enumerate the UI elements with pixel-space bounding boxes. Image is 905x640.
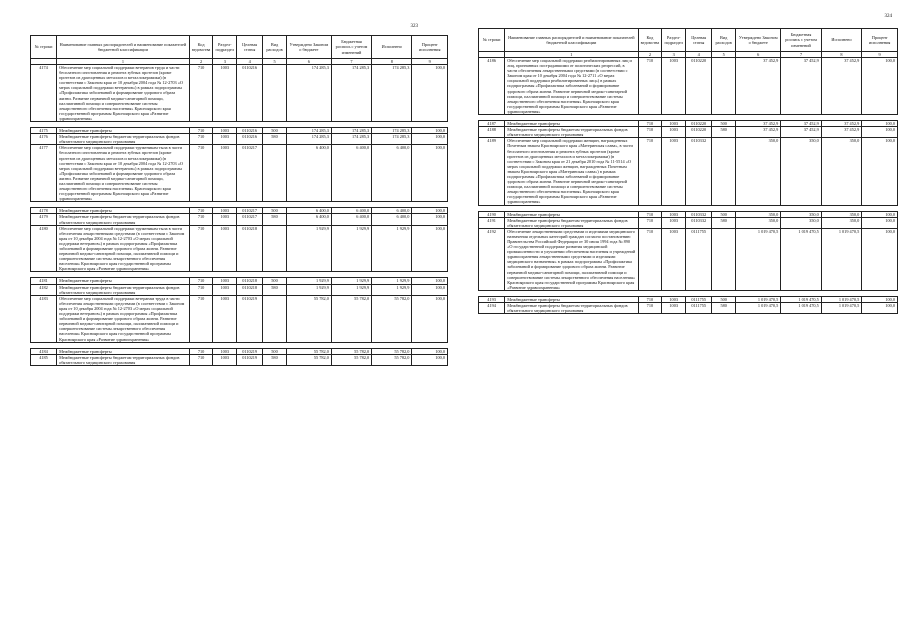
column-header-cs: Целевая статья xyxy=(686,29,712,52)
cell-isp: 37 452,9 xyxy=(821,58,861,115)
cell-kvsr: 710 xyxy=(189,214,213,225)
cell-desc: Межбюджетные трансферты бюджетам территориальных фондов обязательного медицинского страхования xyxy=(505,303,638,314)
cell-rz: 1003 xyxy=(213,284,237,295)
cell-n: 4194 xyxy=(479,303,505,314)
page-right xyxy=(478,0,898,640)
cell-cs: 0110216 xyxy=(237,128,263,134)
cell-isp: 55 782,0 xyxy=(372,295,412,342)
budget-table xyxy=(478,28,898,314)
cell-budget: 6 400,0 xyxy=(286,214,331,225)
column-header-rosp: Бюджетная роспись с учетом изменений xyxy=(331,36,371,59)
index-cell: 7 xyxy=(331,59,371,65)
cell-desc: Обеспечение мер социальной поддержки ветеранов труда и части бесплатного изготовления и ремонта зубных протезов (кроме протезов из драгоценных металлов и металлокерамики) (в соответствии с Законом края от 10 декабря 2004 года № 12-2703 «О мерах социальной поддержки ветеранов») в рамках подпрограммы «Профилактика заболеваний и формирование здорового образа жизни. Развитие первичной медико-санитарной помощи, паллиативной помощи и совершенствование системы лекарственного обеспечения населения» Красноярского края государственной программы Красноярского края «Развитие здравоохранения» xyxy=(57,65,190,122)
cell-isp: 6 400,0 xyxy=(372,214,412,225)
cell-rz: 1003 xyxy=(213,295,237,342)
column-header-rz: Раздел-подраздел xyxy=(213,36,237,59)
column-header-kvsr: Код ведомства xyxy=(638,29,662,52)
cell-pct: 100,0 xyxy=(862,121,898,127)
cell-rz: 1003 xyxy=(662,121,686,127)
table-row xyxy=(31,284,448,295)
cell-pct: 100,0 xyxy=(412,65,448,122)
column-header-desc: Наименование главных распорядителей и наименование показателей бюджетной классификации xyxy=(57,36,190,59)
index-cell: 2 xyxy=(189,59,213,65)
table-row xyxy=(479,217,898,228)
cell-cs: 0110218 xyxy=(237,284,263,295)
cell-vr: 580 xyxy=(712,217,736,228)
cell-isp: 1 929,9 xyxy=(372,225,412,272)
cell-rz: 1003 xyxy=(662,211,686,217)
cell-budget: 55 782,0 xyxy=(286,348,331,354)
cell-budget: 174 285,3 xyxy=(286,65,331,122)
index-cell: 8 xyxy=(372,59,412,65)
cell-n: 4190 xyxy=(479,211,505,217)
cell-rosp: 6 400,0 xyxy=(331,208,371,214)
cell-cs: 0110332 xyxy=(686,217,712,228)
cell-kvsr: 710 xyxy=(638,121,662,127)
cell-rz: 1003 xyxy=(213,134,237,145)
cell-rosp: 1 929,9 xyxy=(331,284,371,295)
cell-isp: 350,0 xyxy=(821,217,861,228)
cell-n: 4176 xyxy=(31,134,57,145)
cell-budget: 55 782,0 xyxy=(286,295,331,342)
column-header-pct: Процент исполнения xyxy=(412,36,448,59)
index-cell: 6 xyxy=(736,52,781,58)
cell-pct: 100,0 xyxy=(862,228,898,290)
cell-rosp: 1 019 470,5 xyxy=(781,303,821,314)
cell-vr xyxy=(712,58,736,115)
index-cell: 1 xyxy=(57,59,190,65)
cell-budget: 37 452,9 xyxy=(736,121,781,127)
cell-cs: 0110219 xyxy=(237,348,263,354)
cell-n: 4179 xyxy=(31,214,57,225)
cell-isp: 174 285,3 xyxy=(372,134,412,145)
table-row xyxy=(479,127,898,138)
index-cell: 8 xyxy=(821,52,861,58)
cell-rz: 1003 xyxy=(213,278,237,284)
cell-rosp: 350,0 xyxy=(781,138,821,205)
cell-desc: Межбюджетные трансферты бюджетам территориальных фондов обязательного медицинского страхования xyxy=(57,134,190,145)
cell-pct: 100,0 xyxy=(862,296,898,302)
table-row xyxy=(479,228,898,290)
column-header-desc: Наименование главных распорядителей и наименование показателей бюджетной классификации xyxy=(505,29,638,52)
cell-n: 4193 xyxy=(479,296,505,302)
cell-budget: 55 782,0 xyxy=(286,354,331,365)
cell-kvsr: 710 xyxy=(638,138,662,205)
column-header-n: № строки xyxy=(31,36,57,59)
cell-n: 4178 xyxy=(31,208,57,214)
cell-isp: 1 929,9 xyxy=(372,278,412,284)
cell-desc: Межбюджетные трансферты xyxy=(57,128,190,134)
cell-n: 4177 xyxy=(31,145,57,202)
cell-vr: 580 xyxy=(263,354,287,365)
index-cell: 1 xyxy=(505,52,638,58)
cell-vr: 580 xyxy=(263,134,287,145)
column-header-rz: Раздел-подраздел xyxy=(662,29,686,52)
cell-budget: 1 019 470,5 xyxy=(736,228,781,290)
cell-budget: 6 400,0 xyxy=(286,208,331,214)
cell-vr xyxy=(263,65,287,122)
cell-budget: 37 452,9 xyxy=(736,58,781,115)
cell-pct: 100,0 xyxy=(412,278,448,284)
cell-n: 4175 xyxy=(31,128,57,134)
index-cell: 9 xyxy=(412,59,448,65)
cell-rosp: 1 929,9 xyxy=(331,278,371,284)
cell-desc: Межбюджетные трансферты бюджетам территориальных фондов обязательного медицинского страхования xyxy=(57,354,190,365)
cell-cs: 0110332 xyxy=(686,211,712,217)
cell-cs: 0110219 xyxy=(237,295,263,342)
cell-cs: 0110217 xyxy=(237,145,263,202)
cell-budget: 1 929,9 xyxy=(286,225,331,272)
cell-kvsr: 710 xyxy=(189,128,213,134)
cell-isp: 37 452,9 xyxy=(821,127,861,138)
table-row xyxy=(479,303,898,314)
cell-rosp: 174 285,3 xyxy=(331,65,371,122)
cell-n: 4174 xyxy=(31,65,57,122)
cell-rz: 1003 xyxy=(213,208,237,214)
cell-pct: 100,0 xyxy=(412,128,448,134)
budget-table xyxy=(30,35,448,366)
table-row xyxy=(479,58,898,115)
cell-desc: Межбюджетные трансферты бюджетам территориальных фондов обязательного медицинского страхования xyxy=(505,217,638,228)
cell-cs: 0110220 xyxy=(686,58,712,115)
cell-rosp: 350,0 xyxy=(781,217,821,228)
cell-cs: 0110219 xyxy=(237,354,263,365)
cell-pct: 100,0 xyxy=(412,134,448,145)
index-cell: 3 xyxy=(662,52,686,58)
cell-isp: 1 019 470,5 xyxy=(821,228,861,290)
cell-budget: 350,0 xyxy=(736,138,781,205)
cell-vr: 500 xyxy=(263,208,287,214)
column-header-kvsr: Код ведомства xyxy=(189,36,213,59)
cell-vr: 500 xyxy=(712,211,736,217)
cell-rz: 1003 xyxy=(662,303,686,314)
cell-cs: 0110332 xyxy=(686,138,712,205)
cell-vr: 500 xyxy=(263,278,287,284)
column-header-rosp: Бюджетная роспись с учетом изменений xyxy=(781,29,821,52)
index-cell: 4 xyxy=(237,59,263,65)
cell-budget: 174 285,3 xyxy=(286,134,331,145)
cell-kvsr: 710 xyxy=(189,354,213,365)
cell-pct: 100,0 xyxy=(412,295,448,342)
cell-rz: 1003 xyxy=(662,138,686,205)
index-cell: 9 xyxy=(862,52,898,58)
cell-rz: 1003 xyxy=(213,145,237,202)
cell-vr: 500 xyxy=(712,296,736,302)
cell-budget: 1 019 470,5 xyxy=(736,296,781,302)
cell-desc: Межбюджетные трансферты xyxy=(57,348,190,354)
cell-desc: Межбюджетные трансферты бюджетам территориальных фондов обязательного медицинского страхования xyxy=(57,284,190,295)
cell-rosp: 6 400,0 xyxy=(331,145,371,202)
cell-isp: 350,0 xyxy=(821,138,861,205)
cell-kvsr: 710 xyxy=(638,58,662,115)
cell-pct: 100,0 xyxy=(862,127,898,138)
index-cell: 5 xyxy=(263,59,287,65)
cell-pct: 100,0 xyxy=(862,303,898,314)
cell-n: 4185 xyxy=(31,354,57,365)
cell-kvsr: 710 xyxy=(189,145,213,202)
cell-pct: 100,0 xyxy=(862,138,898,205)
cell-kvsr: 710 xyxy=(638,217,662,228)
page-left xyxy=(30,0,448,640)
index-cell: 2 xyxy=(638,52,662,58)
cell-vr: 500 xyxy=(263,348,287,354)
cell-vr xyxy=(712,228,736,290)
cell-rz: 1003 xyxy=(213,225,237,272)
table-row xyxy=(479,138,898,205)
cell-budget: 37 452,9 xyxy=(736,127,781,138)
cell-rz: 1003 xyxy=(662,58,686,115)
cell-rz: 1003 xyxy=(662,296,686,302)
cell-pct: 100,0 xyxy=(412,354,448,365)
cell-kvsr: 710 xyxy=(189,295,213,342)
cell-rz: 1003 xyxy=(662,217,686,228)
cell-rz: 1003 xyxy=(213,348,237,354)
cell-kvsr: 710 xyxy=(638,211,662,217)
cell-isp: 1 019 470,5 xyxy=(821,303,861,314)
cell-n: 4182 xyxy=(31,284,57,295)
cell-isp: 6 400,0 xyxy=(372,145,412,202)
cell-cs: 0110217 xyxy=(237,214,263,225)
cell-desc: Обеспечение мер социальной поддержки женщин, награжденных Почетным знаком Красноярского края «Материнская слава», в части бесплатного изготовления и ремонта зубных протезов (кроме протезов из драгоценных металлов и металлокерамики) (в соответствии с Законом края от 21 декабря 2010 года № 11-5514 «О мерах социальной поддержки женщин, награжденных Почетным знаком Красноярского края «Материнская слава») в рамках подпрограммы «Профилактика заболеваний и формирование здорового образа жизни. Развитие первичной медико-санитарной помощи, паллиативной помощи и совершенствование системы лекарственного обеспечения населения» Красноярского края государственной программы Красноярского края «Развитие здравоохранения» xyxy=(505,138,638,205)
cell-n: 4180 xyxy=(31,225,57,272)
cell-isp: 1 019 470,5 xyxy=(821,296,861,302)
cell-budget: 174 285,3 xyxy=(286,128,331,134)
column-header-vr: Вид расходов xyxy=(263,36,287,59)
cell-pct: 100,0 xyxy=(862,217,898,228)
table-row xyxy=(31,354,448,365)
cell-rosp: 350,0 xyxy=(781,211,821,217)
index-cell: 3 xyxy=(213,59,237,65)
index-cell: 7 xyxy=(781,52,821,58)
cell-kvsr: 710 xyxy=(638,296,662,302)
cell-pct: 100,0 xyxy=(412,208,448,214)
cell-rosp: 37 452,9 xyxy=(781,121,821,127)
cell-n: 4184 xyxy=(31,348,57,354)
cell-rosp: 174 285,3 xyxy=(331,134,371,145)
page-number: 323 xyxy=(410,24,418,29)
cell-kvsr: 710 xyxy=(189,134,213,145)
cell-vr: 580 xyxy=(712,303,736,314)
cell-kvsr: 710 xyxy=(638,127,662,138)
cell-pct: 100,0 xyxy=(412,225,448,272)
cell-cs: 0110218 xyxy=(237,225,263,272)
cell-vr xyxy=(712,138,736,205)
cell-rosp: 37 452,9 xyxy=(781,127,821,138)
cell-rz: 1003 xyxy=(213,128,237,134)
cell-rz: 1003 xyxy=(662,228,686,290)
cell-vr: 580 xyxy=(263,284,287,295)
cell-desc: Обеспечение мер социальной поддержки реабилитированных лиц и лиц, признанных пострадавшими от политических репрессий, в части обеспечения лекарственными средствами (в соответствии с Законом края от 10 декабря 2004 года № 12-2711 «О мерах социальной поддержки реабилитированных лиц») в рамках подпрограммы «Профилактика заболеваний и формирование здорового образа жизни. Развитие первичной медико-санитарной помощи, паллиативной помощи и совершенствование системы лекарственного обеспечения населения» Красноярского края государственной программы Красноярского края «Развитие здравоохранения» xyxy=(505,58,638,115)
cell-kvsr: 710 xyxy=(638,303,662,314)
cell-cs: 0110217 xyxy=(237,208,263,214)
cell-isp: 6 400,0 xyxy=(372,208,412,214)
cell-rosp: 174 285,3 xyxy=(331,128,371,134)
cell-vr: 580 xyxy=(712,127,736,138)
cell-pct: 100,0 xyxy=(412,214,448,225)
cell-pct: 100,0 xyxy=(412,284,448,295)
cell-budget: 6 400,0 xyxy=(286,145,331,202)
cell-rz: 1003 xyxy=(662,127,686,138)
cell-rosp: 1 019 470,5 xyxy=(781,296,821,302)
cell-pct: 100,0 xyxy=(862,211,898,217)
header-row xyxy=(479,29,898,52)
cell-kvsr: 710 xyxy=(189,65,213,122)
cell-isp: 55 782,0 xyxy=(372,348,412,354)
cell-isp: 1 929,9 xyxy=(372,284,412,295)
cell-pct: 100,0 xyxy=(862,58,898,115)
cell-n: 4188 xyxy=(479,127,505,138)
table-row xyxy=(31,65,448,122)
cell-rosp: 6 400,0 xyxy=(331,214,371,225)
cell-vr xyxy=(263,225,287,272)
cell-cs: 0110220 xyxy=(686,127,712,138)
cell-cs: 0110216 xyxy=(237,65,263,122)
cell-budget: 350,0 xyxy=(736,217,781,228)
cell-vr: 580 xyxy=(263,214,287,225)
table-row xyxy=(31,295,448,342)
column-header-cs: Целевая статья xyxy=(237,36,263,59)
cell-desc: Межбюджетные трансферты xyxy=(57,208,190,214)
column-header-isp: Исполнено xyxy=(372,36,412,59)
cell-n: 4186 xyxy=(479,58,505,115)
cell-rz: 1003 xyxy=(213,354,237,365)
cell-desc: Межбюджетные трансферты xyxy=(505,211,638,217)
cell-n: 4183 xyxy=(31,295,57,342)
cell-rosp: 1 019 470,5 xyxy=(781,228,821,290)
cell-cs: 0110220 xyxy=(686,121,712,127)
cell-budget: 350,0 xyxy=(736,211,781,217)
cell-cs: 0111755 xyxy=(686,303,712,314)
cell-pct: 100,0 xyxy=(412,348,448,354)
cell-vr: 500 xyxy=(712,121,736,127)
cell-desc: Обеспечение лекарственными средствами и изделиями медицинского назначения отдельных категорий граждан согласно постановлению Правительства Российской Федерации от 30 июля 1994 года № 890 «О государственной поддержке развития медицинской промышленности и улучшении обеспечения населения и учреждений здравоохранения лекарственными средствами и изделиями медицинского назначения» в рамках подпрограммы «Профилактика заболеваний и формирование здорового образа жизни. Развитие первичной медико-санитарной помощи, паллиативной помощи и совершенствование системы лекарственного обеспечения населения» Красноярского края государственной программы Красноярского края «Развитие здравоохранения» xyxy=(505,228,638,290)
header-row xyxy=(31,36,448,59)
column-header-pct: Процент исполнения xyxy=(862,29,898,52)
column-header-isp: Исполнено xyxy=(821,29,861,52)
cell-budget: 1 929,9 xyxy=(286,284,331,295)
cell-rosp: 55 782,0 xyxy=(331,348,371,354)
table-row xyxy=(31,145,448,202)
cell-desc: Межбюджетные трансферты бюджетам территориальных фондов обязательного медицинского страхования xyxy=(57,214,190,225)
index-cell: 5 xyxy=(712,52,736,58)
cell-kvsr: 710 xyxy=(189,348,213,354)
cell-n: 4191 xyxy=(479,217,505,228)
cell-cs: 0110216 xyxy=(237,134,263,145)
cell-isp: 37 452,9 xyxy=(821,121,861,127)
cell-desc: Обеспечение мер социальной поддержки труженикам тыла в части бесплатного изготовления и ремонта зубных протезов (кроме протезов из драгоценных металлов и металлокерамики) (в соответствии с Законом края от 10 декабря 2004 года № 12-2703 «О мерах социальной поддержки ветеранов») в рамках подпрограммы «Профилактика заболеваний и формирование здорового образа жизни. Развитие первичной медико-санитарной помощи, паллиативной помощи и совершенствование системы лекарственного обеспечения населения» Красноярского края государственной программы Красноярского края «Развитие здравоохранения» xyxy=(57,145,190,202)
cell-rosp: 55 782,0 xyxy=(331,354,371,365)
cell-rosp: 55 782,0 xyxy=(331,295,371,342)
cell-rosp: 37 452,9 xyxy=(781,58,821,115)
column-header-budget: Утверждено Законом о бюджете xyxy=(286,36,331,59)
cell-rz: 1003 xyxy=(213,214,237,225)
cell-isp: 174 285,3 xyxy=(372,65,412,122)
cell-budget: 1 929,9 xyxy=(286,278,331,284)
cell-n: 4181 xyxy=(31,278,57,284)
cell-n: 4192 xyxy=(479,228,505,290)
index-cell: 6 xyxy=(286,59,331,65)
cell-desc: Межбюджетные трансферты xyxy=(505,296,638,302)
cell-vr: 500 xyxy=(263,128,287,134)
cell-cs: 0111755 xyxy=(686,228,712,290)
cell-desc: Обеспечение мер социальной поддержки ветеранам труда в части обеспечения лекарственными средствами (в соответствии с Законом края от 10 декабря 2004 года № 12-2703 «О мерах социальной поддержки ветеранов») в рамках подпрограммы «Профилактика заболеваний и формирование здорового образа жизни. Развитие первичной медико-санитарной помощи, паллиативной помощи и совершенствование системы лекарственного обеспечения населения» Красноярского края государственной программы Красноярского края «Развитие здравоохранения» xyxy=(57,295,190,342)
table-row xyxy=(31,225,448,272)
cell-desc: Обеспечение мер социальной поддержки труженикам тыла в части обеспечения лекарственными средствами (в соответствии с Законом края от 10 декабря 2004 года № 12-2703 «О мерах социальной поддержки ветеранов») в рамках подпрограммы «Профилактика заболеваний и формирование здорового образа жизни. Развитие первичной медико-санитарной помощи, паллиативной помощи и совершенствование системы лекарственного обеспечения населения» Красноярского края государственной программы Красноярского края «Развитие здравоохранения» xyxy=(57,225,190,272)
table-row xyxy=(31,134,448,145)
cell-vr xyxy=(263,145,287,202)
index-cell: 4 xyxy=(686,52,712,58)
cell-kvsr: 710 xyxy=(189,225,213,272)
page-number: 324 xyxy=(884,14,892,19)
cell-n: 4189 xyxy=(479,138,505,205)
cell-isp: 174 285,3 xyxy=(372,128,412,134)
cell-desc: Межбюджетные трансферты xyxy=(505,121,638,127)
cell-kvsr: 710 xyxy=(189,278,213,284)
cell-pct: 100,0 xyxy=(412,145,448,202)
column-header-vr: Вид расходов xyxy=(712,29,736,52)
column-header-budget: Утверждено Законом о бюджете xyxy=(736,29,781,52)
cell-kvsr: 710 xyxy=(189,208,213,214)
cell-kvsr: 710 xyxy=(189,284,213,295)
table-row xyxy=(31,214,448,225)
column-header-n: № строки xyxy=(479,29,505,52)
cell-n: 4187 xyxy=(479,121,505,127)
cell-isp: 350,0 xyxy=(821,211,861,217)
cell-isp: 55 782,0 xyxy=(372,354,412,365)
cell-budget: 1 019 470,5 xyxy=(736,303,781,314)
cell-cs: 0111755 xyxy=(686,296,712,302)
cell-vr xyxy=(263,295,287,342)
cell-desc: Межбюджетные трансферты xyxy=(57,278,190,284)
cell-kvsr: 710 xyxy=(638,228,662,290)
cell-rosp: 1 929,9 xyxy=(331,225,371,272)
cell-rz: 1003 xyxy=(213,65,237,122)
cell-desc: Межбюджетные трансферты бюджетам территориальных фондов обязательного медицинского страхования xyxy=(505,127,638,138)
cell-cs: 0110218 xyxy=(237,278,263,284)
